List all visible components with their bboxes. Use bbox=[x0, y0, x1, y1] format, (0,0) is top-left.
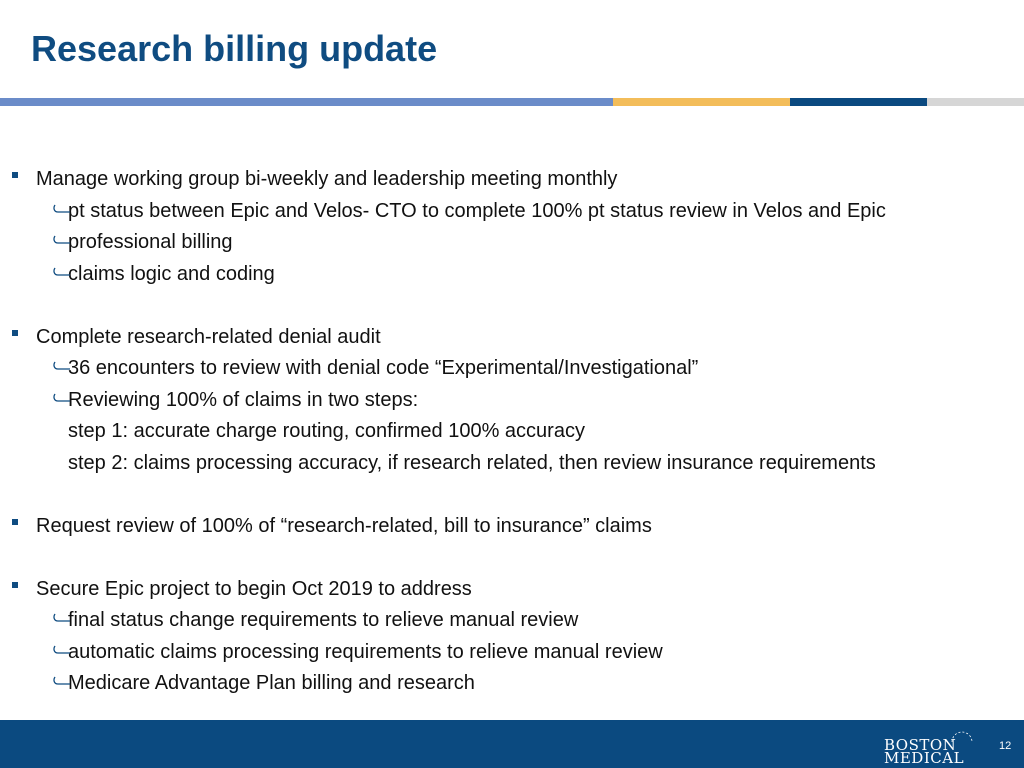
bullet-text: Secure Epic project to begin Oct 2019 to address bbox=[36, 577, 472, 600]
slide-title: Research billing update bbox=[31, 28, 438, 69]
header-rule-gray bbox=[927, 98, 1024, 106]
sub-bullet-item bbox=[0, 637, 1024, 669]
page-number: 12 bbox=[999, 740, 1012, 752]
bullet-item bbox=[0, 164, 1024, 196]
logo-line-1: BOSTON bbox=[884, 736, 957, 754]
sub-bullet-text: Medicare Advantage Plan billing and research bbox=[68, 672, 475, 694]
header-rule-navy bbox=[790, 98, 927, 106]
sub-bullet-text: Reviewing 100% of claims in two steps: bbox=[68, 388, 419, 411]
step-line: step 2: claims processing accuracy, if research related, then review insurance requirements bbox=[68, 451, 876, 474]
square-bullet-icon bbox=[12, 172, 18, 178]
curved-dash-bullet-icon bbox=[52, 643, 70, 657]
sub-bullet-text: final status change requirements to relieve manual review bbox=[68, 609, 579, 631]
slide-body bbox=[0, 164, 1024, 700]
curved-dash-bullet-icon bbox=[52, 359, 70, 373]
sub-bullet-item bbox=[0, 353, 1024, 385]
curved-dash-bullet-icon bbox=[52, 265, 70, 279]
curved-dash-bullet-icon bbox=[52, 233, 70, 247]
footer-bar bbox=[0, 720, 1024, 768]
boston-medical-logo bbox=[884, 732, 974, 766]
bullet-text: Manage working group bi-weekly and leadership meeting monthly bbox=[36, 168, 618, 190]
sub-bullet-text: automatic claims processing requirements to relieve manual review bbox=[68, 640, 663, 663]
sub-bullet-text: 36 encounters to review with denial code “Experimental/Investigational” bbox=[68, 357, 699, 379]
curved-dash-bullet-icon bbox=[52, 674, 70, 688]
square-bullet-icon bbox=[12, 582, 18, 588]
spacer bbox=[0, 479, 1024, 511]
header-rule-gold bbox=[613, 98, 790, 106]
bullet-item bbox=[0, 574, 1024, 606]
spacer bbox=[0, 542, 1024, 574]
logo-line-2: MEDICAL bbox=[884, 749, 965, 767]
sub-bullet-item bbox=[0, 196, 1024, 228]
square-bullet-icon bbox=[12, 330, 18, 336]
curved-dash-bullet-icon bbox=[52, 611, 70, 625]
bullet-item bbox=[0, 322, 1024, 354]
step-line: step 1: accurate charge routing, confirmed 100% accuracy bbox=[68, 420, 585, 442]
sub-bullet-item bbox=[0, 259, 1024, 291]
header-rule-blue bbox=[0, 98, 613, 106]
sub-bullet-text: professional billing bbox=[68, 231, 233, 253]
curved-dash-bullet-icon bbox=[52, 391, 70, 405]
sub-bullet-item bbox=[0, 227, 1024, 259]
sub-bullet-item bbox=[0, 385, 1024, 417]
sub-bullet-item bbox=[0, 668, 1024, 700]
bullet-text: Complete research-related denial audit bbox=[36, 325, 381, 348]
sub-bullet-text: claims logic and coding bbox=[68, 262, 275, 285]
bullet-item bbox=[0, 511, 1024, 543]
sub-bullet-text: pt status between Epic and Velos- CTO to complete 100% pt status review in Velos and Epic bbox=[68, 199, 886, 222]
curved-dash-bullet-icon bbox=[52, 202, 70, 216]
square-bullet-icon bbox=[12, 519, 18, 525]
bullet-text: Request review of 100% of “research-related, bill to insurance” claims bbox=[36, 514, 652, 537]
spacer bbox=[0, 290, 1024, 322]
sub-bullet-item bbox=[0, 605, 1024, 637]
